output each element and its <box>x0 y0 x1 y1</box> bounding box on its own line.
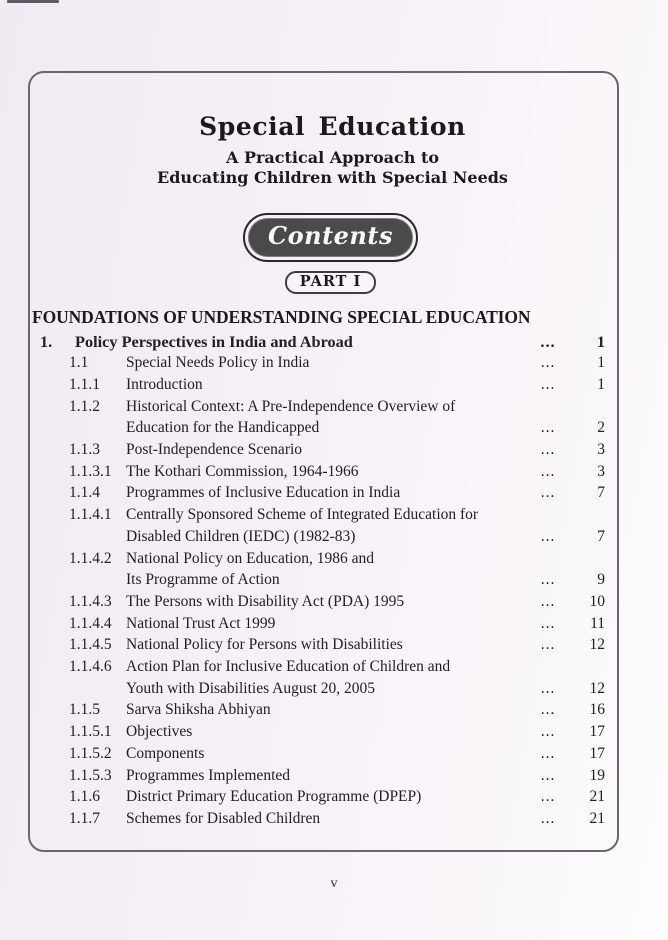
toc-dots: ... <box>540 809 556 827</box>
toc-entry-number: 1.1.4.4 <box>69 614 112 632</box>
toc-entry-title <box>126 591 531 613</box>
toc-entry-title-line: Post-Independence Scenario <box>126 441 303 459</box>
toc-row <box>69 808 605 830</box>
scan-edge-artifact <box>7 0 59 3</box>
toc-row <box>69 721 605 743</box>
toc-entry-title <box>126 786 531 808</box>
toc-row <box>69 786 605 808</box>
toc-page-number: 3 <box>597 441 605 459</box>
toc-entry-number: 1.1 <box>69 354 89 372</box>
section-heading: FOUNDATIONS OF UNDERSTANDING SPECIAL EDUCATION <box>32 306 531 327</box>
book-subtitle-line2: Educating Children with Special Needs <box>157 167 508 187</box>
toc-row <box>69 765 605 787</box>
toc-entry-title-line: The Kothari Commission, 1964-1966 <box>126 462 359 480</box>
toc-entry-title-line: Sarva Shiksha Abhiyan <box>126 701 271 719</box>
toc-entry-title <box>126 699 531 721</box>
toc-entry-title <box>126 634 531 656</box>
toc-page-number: 19 <box>589 766 605 784</box>
toc-row <box>69 352 605 374</box>
title-block <box>30 113 617 188</box>
toc-row <box>69 374 605 396</box>
toc-entry-title-line: Action Plan for Inclusive Education of Children and <box>126 658 451 676</box>
toc-entry-title <box>126 721 531 743</box>
toc-row <box>69 482 605 504</box>
toc-entry-title-line: The Persons with Disability Act (PDA) 1995 <box>126 592 405 610</box>
toc-page-number: 21 <box>589 788 605 806</box>
toc-page-number: 3 <box>597 462 605 480</box>
toc-list <box>30 331 617 830</box>
toc-page-number: 11 <box>590 614 605 632</box>
toc-row <box>69 461 605 483</box>
toc-page-number: 9 <box>597 571 605 589</box>
toc-entry-title <box>126 482 531 504</box>
toc-page-number: 10 <box>589 592 605 610</box>
toc-dots: ... <box>540 766 556 784</box>
toc-entry-title-line: Special Needs Policy in India <box>126 354 310 372</box>
toc-row <box>69 591 605 613</box>
toc-row <box>69 504 605 547</box>
toc-page-number: 1 <box>597 375 605 393</box>
toc-entry-number: 1.1.6 <box>69 788 100 806</box>
toc-entry-title-line: Schemes for Disabled Children <box>126 809 321 827</box>
toc-row <box>69 396 605 439</box>
toc-entry-number: 1.1.4.2 <box>69 549 112 567</box>
toc-page-number: 17 <box>589 744 605 762</box>
contents-badge-label: Contents <box>248 218 413 257</box>
book-subtitle-line1: A Practical Approach to <box>225 147 440 167</box>
book-title: Special Education <box>199 112 466 141</box>
toc-row <box>40 331 605 353</box>
toc-dots: ... <box>540 788 556 806</box>
toc-entry-title-line: Disabled Children (IEDC) (1982-83) <box>126 527 356 545</box>
toc-entry-title <box>126 808 531 830</box>
toc-entry-number: 1.1.4 <box>69 484 100 502</box>
toc-row <box>69 439 605 461</box>
toc-entry-title <box>75 331 531 353</box>
toc-entry-number: 1.1.5 <box>69 701 100 719</box>
toc-entry-title-line: Its Programme of Action <box>126 571 280 589</box>
toc-dots: ... <box>540 679 556 697</box>
toc-page-number: 12 <box>589 679 605 697</box>
toc-dots: ... <box>540 375 556 393</box>
toc-entry-number: 1.1.5.1 <box>69 723 112 741</box>
toc-dots: ... <box>540 592 556 610</box>
toc-entry-number: 1.1.4.5 <box>69 636 112 654</box>
toc-entry-title-line: National Policy for Persons with Disabilities <box>126 636 403 654</box>
toc-entry-title <box>126 613 531 635</box>
toc-row <box>69 613 605 635</box>
badge-area <box>30 188 617 294</box>
toc-entry-number: 1.1.4.3 <box>69 592 112 610</box>
toc-entry-title-line: District Primary Education Programme (DPEP) <box>126 788 422 806</box>
content-frame <box>28 71 619 852</box>
toc-entry-number: 1.1.2 <box>69 397 100 415</box>
toc-entry-number: 1.1.5.2 <box>69 744 112 762</box>
toc-page-number: 16 <box>589 701 605 719</box>
toc-dots: ... <box>540 636 556 654</box>
toc-entry-title <box>126 396 531 439</box>
toc-dots: ... <box>540 331 556 351</box>
toc-entry-title-line: Education for the Handicapped <box>126 419 320 437</box>
toc-entry-title-line: Programmes Implemented <box>126 766 290 784</box>
toc-entry-title <box>126 548 531 591</box>
toc-entry-title-line: Objectives <box>126 723 193 741</box>
toc-entry-title-line: Youth with Disabilities August 20, 2005 <box>126 679 376 697</box>
toc-entry-title-line: National Policy on Education, 1986 and <box>126 549 374 567</box>
toc-entry-number: 1.1.5.3 <box>69 766 112 784</box>
toc-entry-number: 1.1.4.6 <box>69 658 112 676</box>
toc-dots: ... <box>540 484 556 502</box>
toc-entry-number: 1.1.1 <box>69 375 100 393</box>
toc-page-number: 2 <box>597 419 605 437</box>
toc-dots: ... <box>540 527 556 545</box>
toc-page-number: 7 <box>597 527 605 545</box>
toc-dots: ... <box>540 614 556 632</box>
toc-row <box>69 743 605 765</box>
toc-entry-number: 1. <box>40 331 53 351</box>
toc-row <box>69 656 605 699</box>
toc-entry-title-line: Policy Perspectives in India and Abroad <box>75 331 353 351</box>
toc-page-number: 7 <box>597 484 605 502</box>
toc-entry-title-line: National Trust Act 1999 <box>126 614 276 632</box>
toc-entry-number: 1.1.7 <box>69 809 100 827</box>
toc-page-number: 1 <box>597 354 605 372</box>
toc-entry-title-line: Programmes of Inclusive Education in India <box>126 484 401 502</box>
toc-dots: ... <box>540 419 556 437</box>
toc-entry-number: 1.1.4.1 <box>69 506 112 524</box>
toc-entry-number: 1.1.3 <box>69 441 100 459</box>
toc-row <box>69 634 605 656</box>
toc-entry-title <box>126 656 531 699</box>
toc-entry-title <box>126 352 531 374</box>
toc-page-number: 1 <box>596 331 605 351</box>
toc-dots: ... <box>540 701 556 719</box>
toc-entry-title <box>126 439 531 461</box>
toc-entry-title <box>126 743 531 765</box>
toc-dots: ... <box>540 744 556 762</box>
toc-entry-title-line: Components <box>126 744 205 762</box>
toc-entry-title-line: Introduction <box>126 375 203 393</box>
toc-entry-title <box>126 461 531 483</box>
part-badge: PART I <box>285 271 377 294</box>
footer-page-number: v <box>330 876 338 891</box>
toc-dots: ... <box>540 354 556 372</box>
toc-page-number: 12 <box>589 636 605 654</box>
toc-dots: ... <box>540 441 556 459</box>
toc-dots: ... <box>540 723 556 741</box>
book-subtitle <box>48 148 617 188</box>
toc-entry-title <box>126 374 531 396</box>
toc-row <box>69 699 605 721</box>
toc-page-number: 21 <box>589 809 605 827</box>
toc-entry-title-line: Historical Context: A Pre-Independence Overview of <box>126 397 456 415</box>
toc-page-number: 17 <box>589 723 605 741</box>
toc-dots: ... <box>540 462 556 480</box>
toc-entry-title <box>126 765 531 787</box>
contents-badge <box>243 213 418 262</box>
toc-dots: ... <box>540 571 556 589</box>
toc-row <box>69 548 605 591</box>
toc-entry-title-line: Centrally Sponsored Scheme of Integrated Education for <box>126 506 479 524</box>
toc-entry-number: 1.1.3.1 <box>69 462 112 480</box>
toc-entry-title <box>126 504 531 547</box>
